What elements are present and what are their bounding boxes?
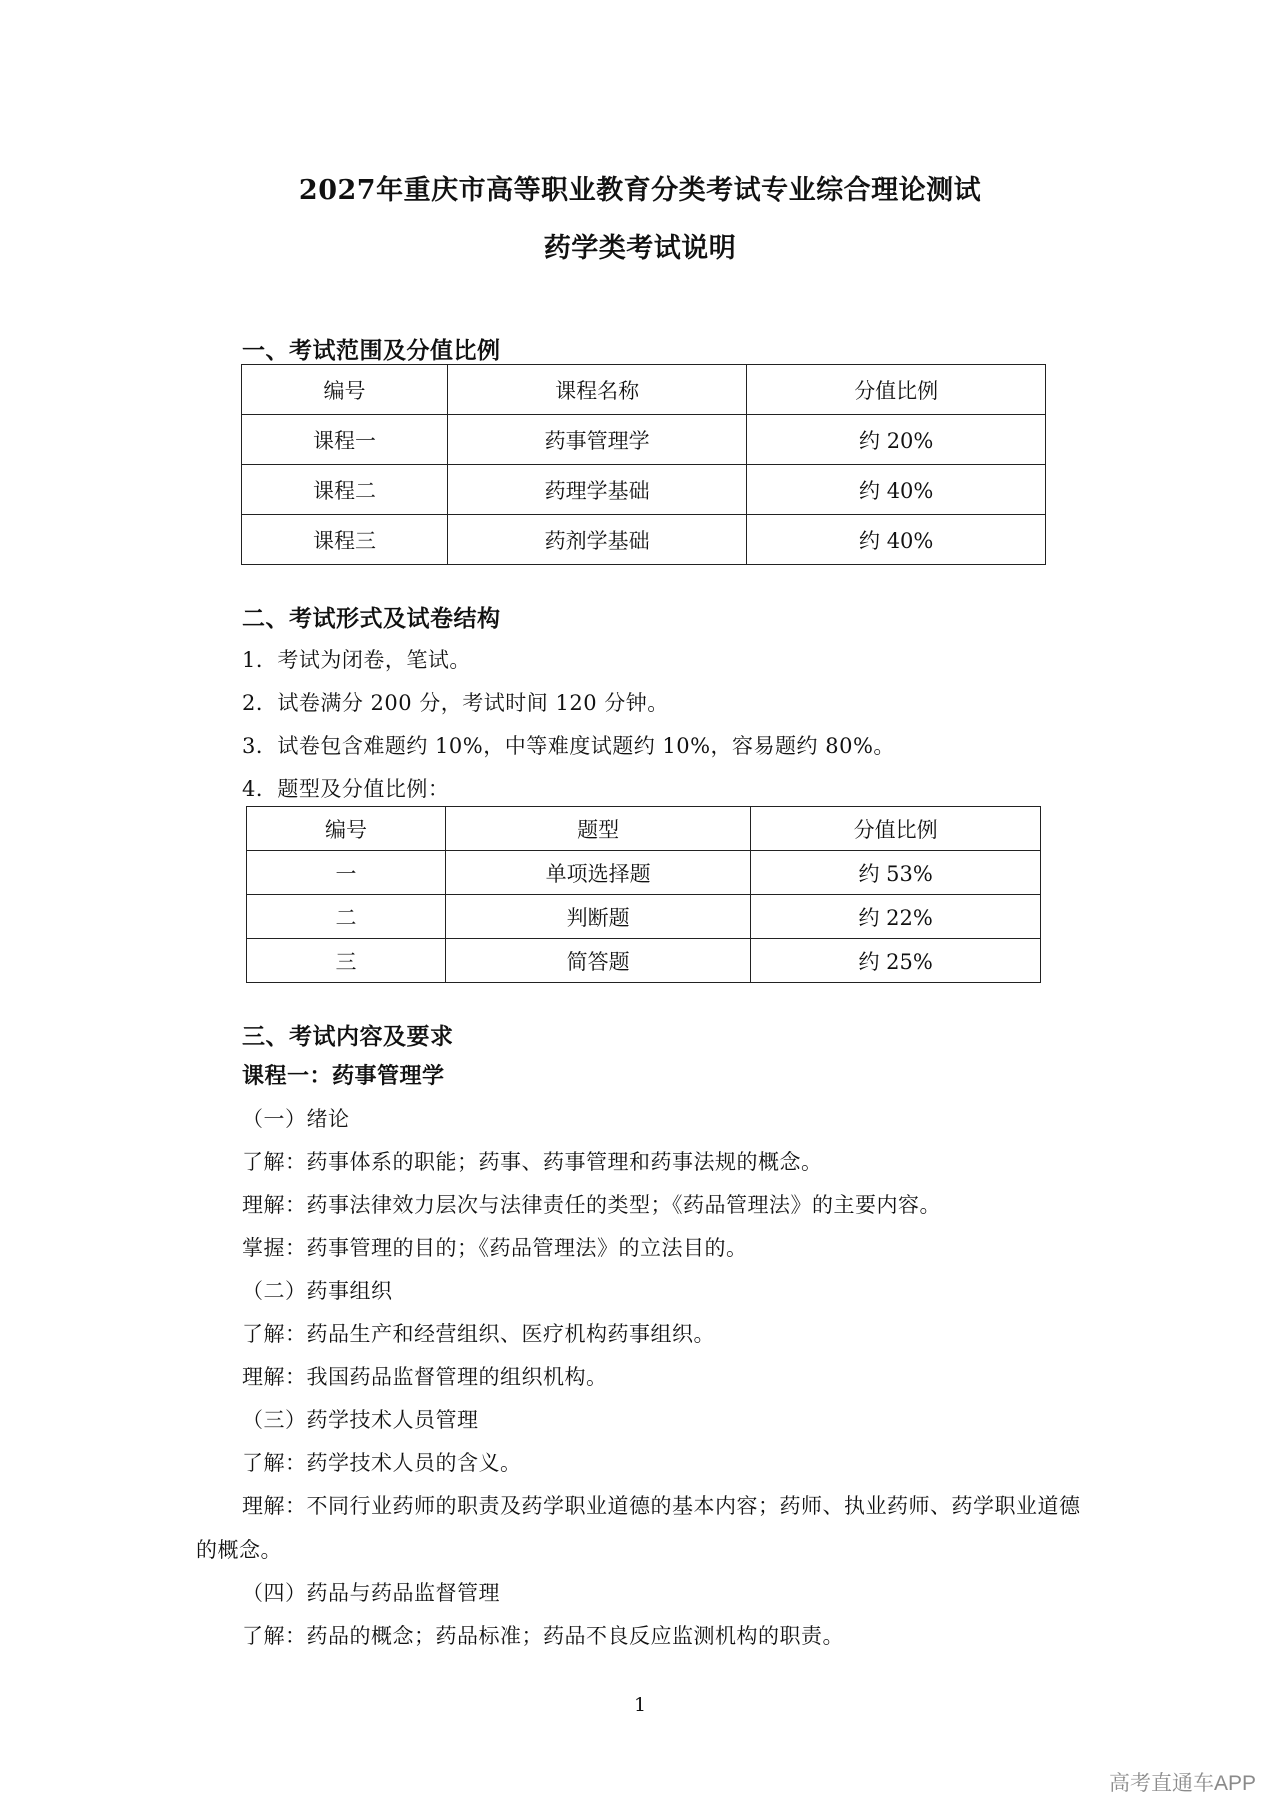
table-header-cell: 分值比例 (751, 807, 1041, 851)
document-subtitle: 药学类考试说明 (543, 233, 737, 264)
requirement-line: 了解：药事体系的职能；药事、药事管理和药事法规的概念。 (242, 1150, 823, 1174)
section-heading-content: 三、考试内容及要求 (242, 1023, 454, 1050)
subsection-heading: （三）药学技术人员管理 (242, 1408, 479, 1432)
table-row (247, 895, 1041, 939)
requirement-line: 掌握：药事管理的目的；《药品管理法》的立法目的。 (242, 1236, 748, 1260)
list-item: 4．题型及分值比例： (242, 777, 450, 801)
document-title: 2027年重庆市高等职业教育分类考试专业综合理论测试 (298, 175, 982, 206)
table-row (242, 515, 1046, 565)
course-title: 课程一：药事管理学 (242, 1063, 445, 1089)
table-header-cell: 编号 (247, 807, 446, 851)
table-row (242, 415, 1046, 465)
table-cell: 一 (247, 851, 446, 895)
table-row (247, 851, 1041, 895)
course-score-table (241, 364, 1046, 565)
table-cell: 课程二 (242, 465, 448, 515)
table-header-cell: 课程名称 (447, 365, 746, 415)
table-cell: 药理学基础 (447, 465, 746, 515)
subsection-heading: （四）药品与药品监督管理 (242, 1581, 500, 1605)
section-heading-scope: 一、考试范围及分值比例 (242, 337, 501, 364)
table-row (247, 939, 1041, 983)
table-cell: 单项选择题 (445, 851, 750, 895)
question-type-table (246, 806, 1041, 983)
table-cell: 三 (247, 939, 446, 983)
requirement-line: 了解：药品生产和经营组织、医疗机构药事组织。 (242, 1322, 715, 1346)
table-header-cell: 分值比例 (747, 365, 1046, 415)
page-number: 1 (633, 1694, 647, 1716)
table-cell: 约 25% (751, 939, 1041, 983)
list-item: 2．试卷满分 200 分，考试时间 120 分钟。 (242, 691, 669, 715)
table-header-cell: 编号 (242, 365, 448, 415)
requirement-line: 了解：药品的概念；药品标准；药品不良反应监测机构的职责。 (242, 1624, 844, 1648)
requirement-line: 理解：我国药品监督管理的组织机构。 (242, 1365, 608, 1389)
table-cell: 药剂学基础 (447, 515, 746, 565)
table-cell: 课程一 (242, 415, 448, 465)
table-cell: 约 40% (747, 515, 1046, 565)
section-heading-format: 二、考试形式及试卷结构 (242, 605, 501, 632)
app-watermark: 高考直通车APP (1108, 1772, 1256, 1795)
requirement-paragraph: 理解：不同行业药师的职责及药学职业道德的基本内容；药师、执业药师、药学职业道德的概念。 (196, 1494, 1081, 1562)
table-cell: 约 40% (747, 465, 1046, 515)
requirement-line: 了解：药学技术人员的含义。 (242, 1451, 522, 1475)
table-cell: 药事管理学 (447, 415, 746, 465)
table-cell: 简答题 (445, 939, 750, 983)
table-header-cell: 题型 (445, 807, 750, 851)
table-cell: 约 20% (747, 415, 1046, 465)
table-header-row (242, 365, 1046, 415)
table-cell: 二 (247, 895, 446, 939)
table-cell: 判断题 (445, 895, 750, 939)
requirement-line: 理解：药事法律效力层次与法律责任的类型；《药品管理法》的主要内容。 (242, 1193, 941, 1217)
subsection-heading: （二）药事组织 (242, 1279, 393, 1303)
table-header-row (247, 807, 1041, 851)
list-item: 1．考试为闭卷，笔试。 (242, 648, 471, 672)
list-item: 3．试卷包含难题约 10%，中等难度试题约 10%，容易题约 80%。 (242, 734, 895, 758)
subsection-heading: （一）绪论 (242, 1107, 350, 1131)
table-cell: 约 53% (751, 851, 1041, 895)
table-cell: 课程三 (242, 515, 448, 565)
table-row (242, 465, 1046, 515)
table-cell: 约 22% (751, 895, 1041, 939)
